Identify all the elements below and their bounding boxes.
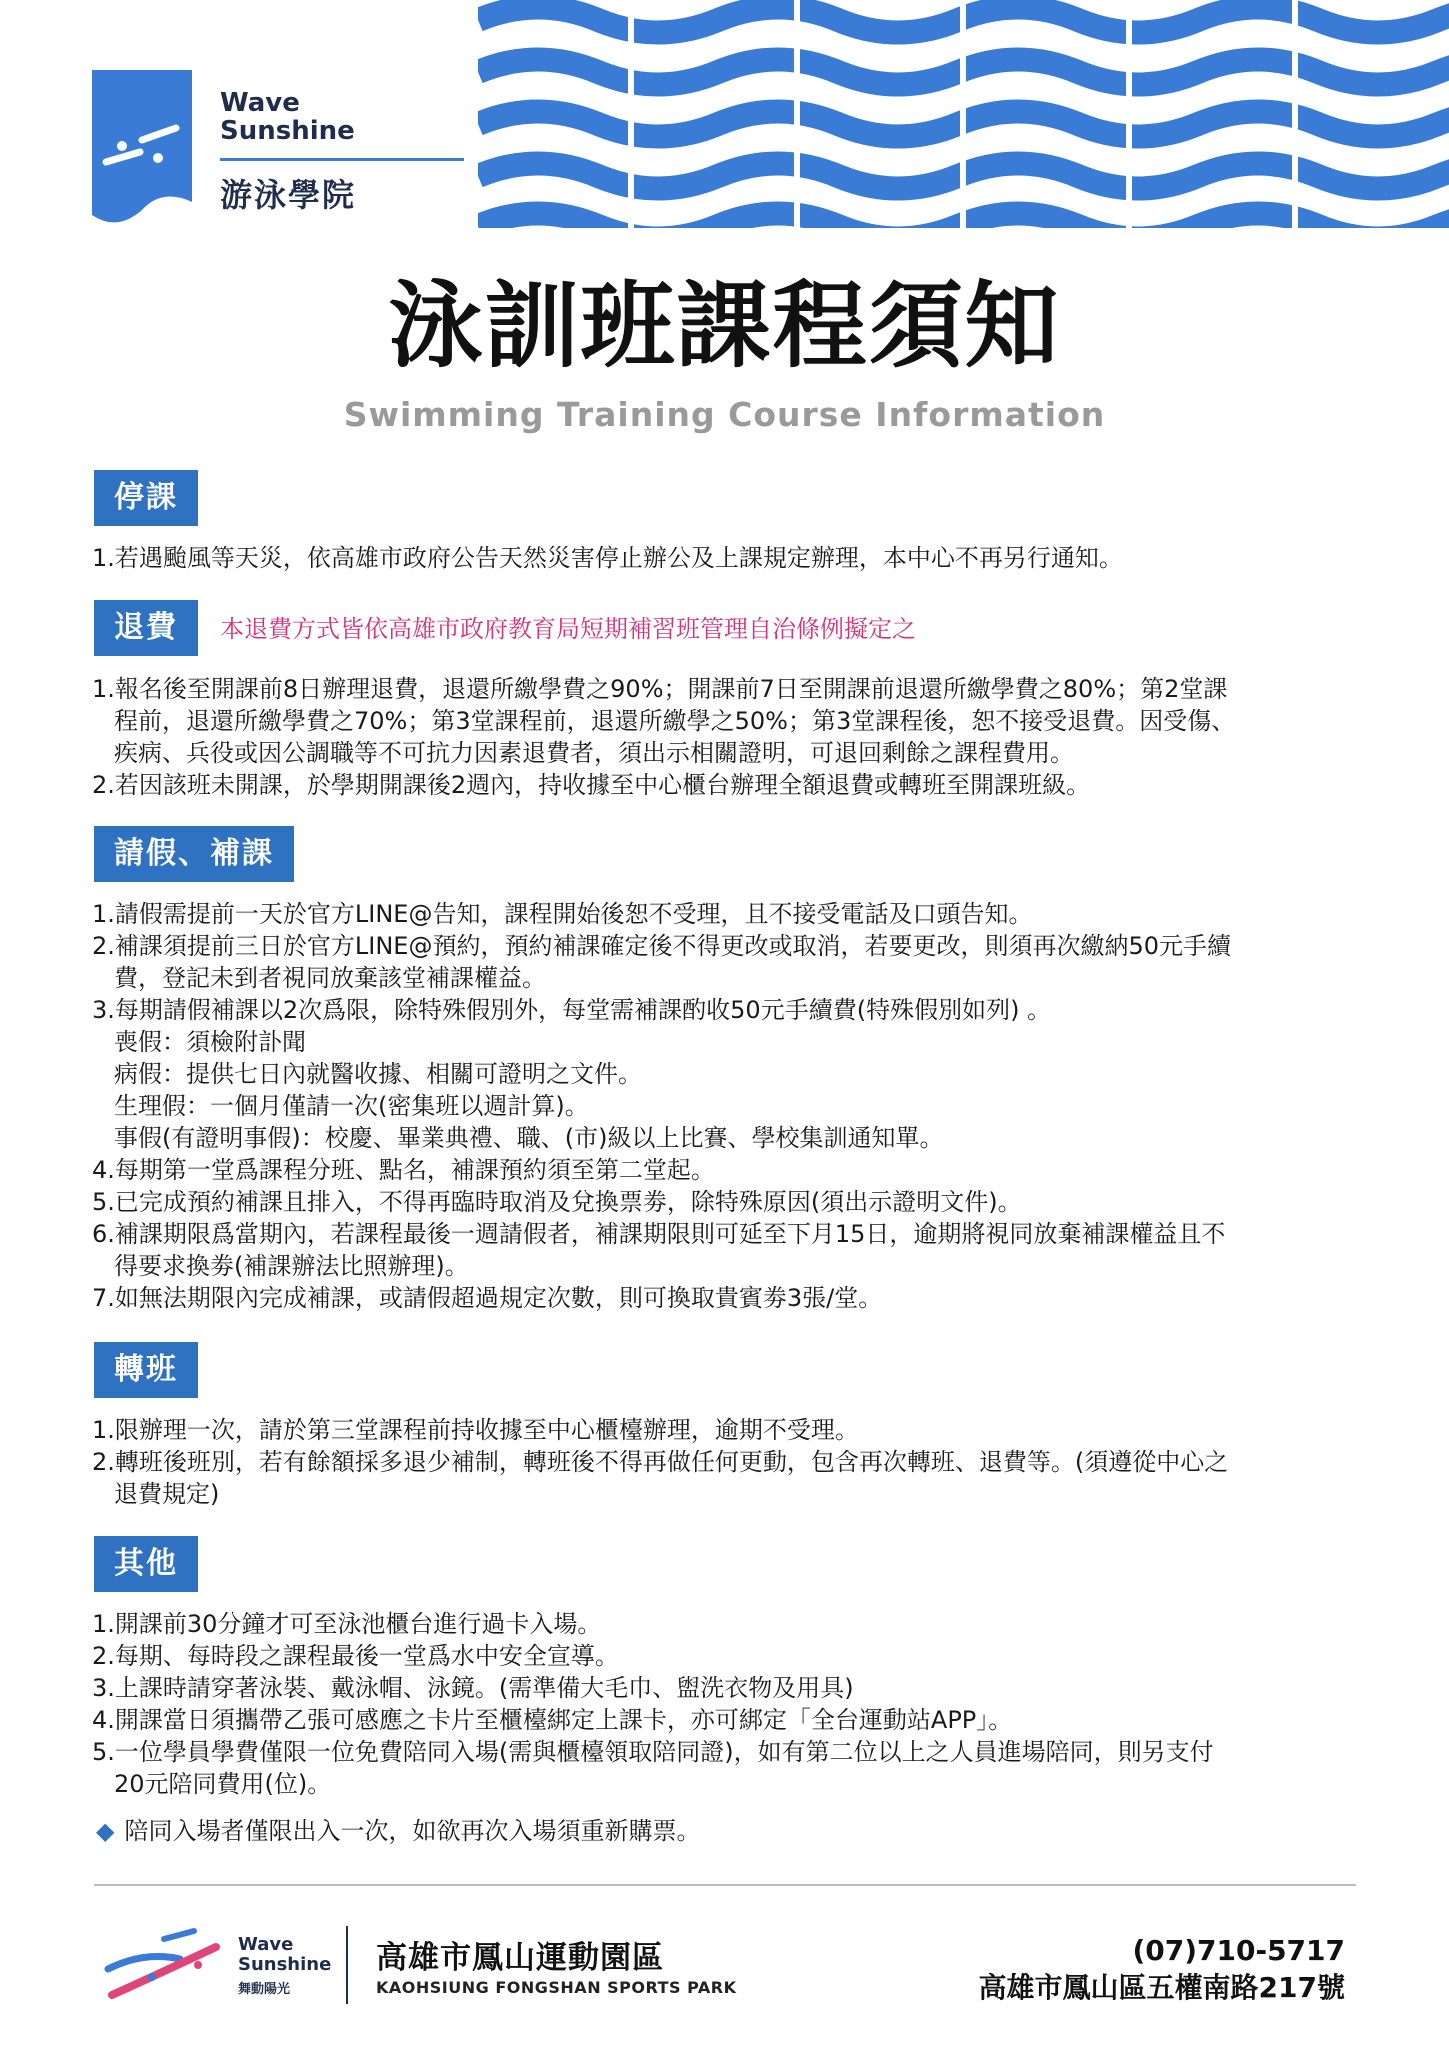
section-leave-body [92,898,1362,1314]
diamond-icon: ◆ [96,1817,115,1845]
list-item: 3.上課時請穿著泳裝、戴泳帽、泳鏡。(需準備大毛巾、盥洗衣物及用具) [92,1674,854,1702]
flag-logo-icon [92,70,194,228]
section-transfer-body [92,1414,1362,1510]
section-leave-badge: 請假、補課 [94,826,294,882]
companion-footnote [96,1815,700,1847]
section-suspension-body [92,542,1362,574]
footer-brand-sunshine: Sunshine [238,1954,332,1975]
special-leave-item: 喪假：須檢附訃聞 [114,1028,306,1056]
logo-rule [220,158,464,161]
list-item: 5.已完成預約補課且排入，不得再臨時取消及兌換票劵，除特殊原因(須出示證明文件)。 [92,1188,1022,1216]
list-item: 5.一位學員學費僅限一位免費陪同入場(需與櫃檯領取陪同證)，如有第二位以上之人員進場陪同，則另支付 20元陪同費用(位)。 [92,1738,1214,1798]
special-leave-item: 病假：提供七日內就醫收據、相關可證明之文件。 [114,1060,642,1088]
list-item: 3.每期請假補課以2次爲限，除特殊假別外，每堂需補課酌收50元手續費(特殊假別如列) 。 [92,996,1052,1024]
special-leave-item: 生理假：一個月僅請一次(密集班以週計算)。 [114,1092,589,1120]
list-item: 2.轉班後班別，若有餘額採多退少補制，轉班後不得再做任何更動，包含再次轉班、退費等。(須遵從中心之 退費規定) [92,1448,1229,1508]
list-item: 1.開課前30分鐘才可至泳池櫃台進行過卡入場。 [92,1610,602,1638]
academy-logo [92,70,382,230]
section-other-badge: 其他 [94,1536,198,1592]
footer-brand-wave: Wave [238,1934,294,1955]
list-item: 2.若因該班未開課，於學期開課後2週內，持收據至中心櫃台辦理全額退費或轉班至開課班級。 [92,771,1091,799]
section-other-body [92,1608,1362,1800]
footer-separator [346,1926,348,2004]
list-item: 7.如無法期限內完成補課，或請假超過規定次數，則可換取貴賓劵3張/堂。 [92,1284,883,1312]
refund-note: 本退費方式皆依高雄市政府教育局短期補習班管理自治條例擬定之 [220,615,916,643]
logo-academy-name: 游泳學院 [220,176,357,214]
wave-pattern [478,0,1449,228]
logo-sunshine-text: Sunshine [220,116,355,146]
footer-divider [94,1884,1356,1886]
section-transfer-badge: 轉班 [94,1342,198,1398]
section-refund-body [92,673,1362,801]
list-item: 6.補課期限爲當期內，若課程最後一週請假者，補課期限則可延至下月15日，逾期將視同放棄補課權益且不 得要求換劵(補課辦法比照辦理)。 [92,1220,1226,1280]
wave-sunshine-footer-logo-icon [104,1925,222,2005]
list-item: 2.補課須提前三日於官方LINE@預約，預約補課確定後不得更改或取消，若要更改，則須再次繳納50元手續 費，登記未到者視同放棄該堂補課權益。 [92,932,1232,992]
page-subtitle: Swimming Training Course Information [343,395,1106,434]
list-item: 1.若遇颱風等天災，依高雄市政府公告天然災害停止辦公及上課規定辦理，本中心不再另行通知。 [92,544,1123,572]
list-item: 1.報名後至開課前8日辦理退費，退還所繳學費之90%；開課前7日至開課前退還所繳學費之80%；第2堂課 程前，退還所繳學費之70%；第3堂課程前，退還所繳學之50%；第3堂課程後，恕不接受退費。因受傷、 疾病、兵役或因公調職等不可抗力因素退費者，須出示相關證明，可退回剩餘之課程費用。 [92,675,1236,767]
footnote-text: 陪同入場者僅限出入一次，如欲再次入場須重新購票。 [124,1817,701,1845]
list-item: 1.請假需提前一天於官方LINE@告知，課程開始後恕不受理，且不接受電話及口頭告知。 [92,900,1033,928]
list-item: 2.每期、每時段之課程最後一堂爲水中安全宣導。 [92,1642,619,1670]
footer-phone: (07)710-5717 [1132,1934,1345,1967]
footer-address: 高雄市鳳山區五權南路217號 [978,1971,1345,2004]
list-item: 4.開課當日須攜帶乙張可感應之卡片至櫃檯綁定上課卡，亦可綁定「全台運動站APP」。 [92,1706,1013,1734]
section-suspension-badge: 停課 [94,470,198,526]
page-title: 泳訓班課程須知 [388,272,1061,381]
footer-brand-cn: 舞動陽光 [238,1982,291,1997]
section-refund-badge: 退費 [94,600,198,656]
footer-park-name: 高雄市鳳山運動園區 [376,1940,664,1976]
list-item: 1.限辦理一次，請於第三堂課程前持收據至中心櫃檯辦理，逾期不受理。 [92,1416,859,1444]
footer-park-name-en: KAOHSIUNG FONGSHAN SPORTS PARK [376,1978,737,1997]
list-item: 4.每期第一堂爲課程分班、點名，補課預約須至第二堂起。 [92,1156,715,1184]
special-leave-item: 事假(有證明事假)：校慶、畢業典禮、職、(市)級以上比賽、學校集訓通知單。 [114,1124,944,1152]
logo-wave-text: Wave [220,88,300,118]
